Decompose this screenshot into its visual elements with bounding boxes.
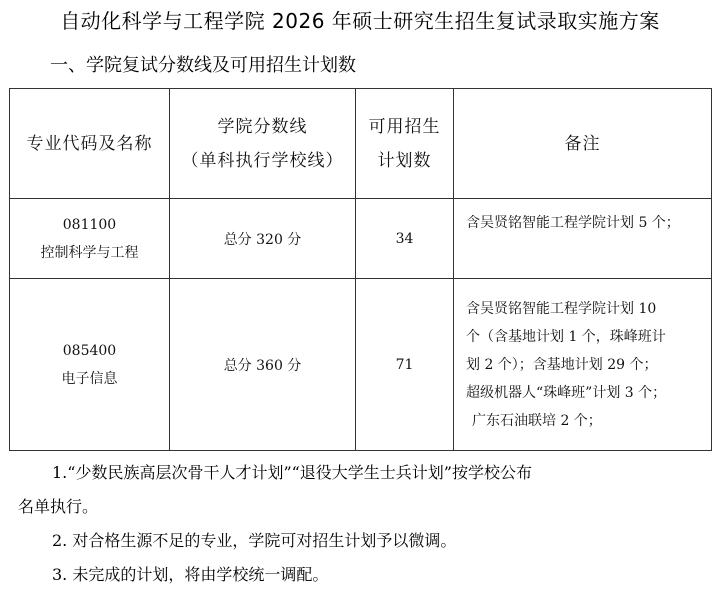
footnote-2: 2. 对合格生源不足的专业，学院可对招生计划予以微调。 (52, 531, 457, 550)
table-header-row (10, 89, 712, 199)
header-count-line1: 可用招生 (368, 116, 441, 137)
header-major-label: 专业代码及名称 (26, 133, 153, 154)
header-score-line2: （单科执行学校线） (181, 150, 344, 171)
table-row (10, 279, 712, 451)
score-cell: 总分 360 分 (170, 279, 356, 451)
header-score (170, 89, 356, 199)
major-cell (10, 279, 170, 451)
document-title: 自动化科学与工程学院 2026 年硕士研究生招生复试录取实施方案 (60, 9, 660, 33)
admission-plan-table (9, 88, 712, 451)
header-count-line2: 计划数 (377, 150, 432, 171)
section-heading: 一、学院复试分数线及可用招生计划数 (50, 55, 356, 76)
note-cell (454, 199, 712, 279)
header-note (454, 89, 712, 199)
footnote-3: 3. 未完成的计划，将由学校统一调配。 (52, 565, 329, 584)
count-cell: 71 (356, 279, 454, 451)
footnotes (18, 456, 708, 592)
footnote-1-line2: 名单执行。 (18, 497, 99, 516)
major-code: 081100 (62, 216, 117, 233)
header-score-line1: 学院分数线 (217, 116, 308, 137)
header-major (10, 89, 170, 199)
note-line: 个（含基地计划 1 个，珠峰班计 (466, 328, 666, 345)
note-line: 含吴贤铭智能工程学院计划 5 个； (466, 215, 680, 231)
note-line: 广东石油联培 2 个； (472, 412, 602, 429)
header-note-label: 备注 (564, 133, 601, 154)
note-cell (454, 279, 712, 451)
major-cell (10, 199, 170, 279)
note-line: 超级机器人“珠峰班”计划 3 个； (466, 384, 667, 401)
major-name: 控制科学与工程 (40, 244, 139, 261)
header-count (356, 89, 454, 199)
score-cell: 总分 320 分 (170, 199, 356, 279)
note-line: 含吴贤铭智能工程学院计划 10 (466, 300, 657, 317)
note-line: 划 2 个）；含基地计划 29 个； (466, 356, 658, 373)
major-code: 085400 (62, 342, 117, 359)
count-cell: 34 (356, 199, 454, 279)
major-name: 电子信息 (61, 370, 118, 387)
footnote-1-line1: 1.“少数民族高层次骨干人才计划”“退役大学生士兵计划”按学校公布 (52, 463, 532, 482)
table-row (10, 199, 712, 279)
